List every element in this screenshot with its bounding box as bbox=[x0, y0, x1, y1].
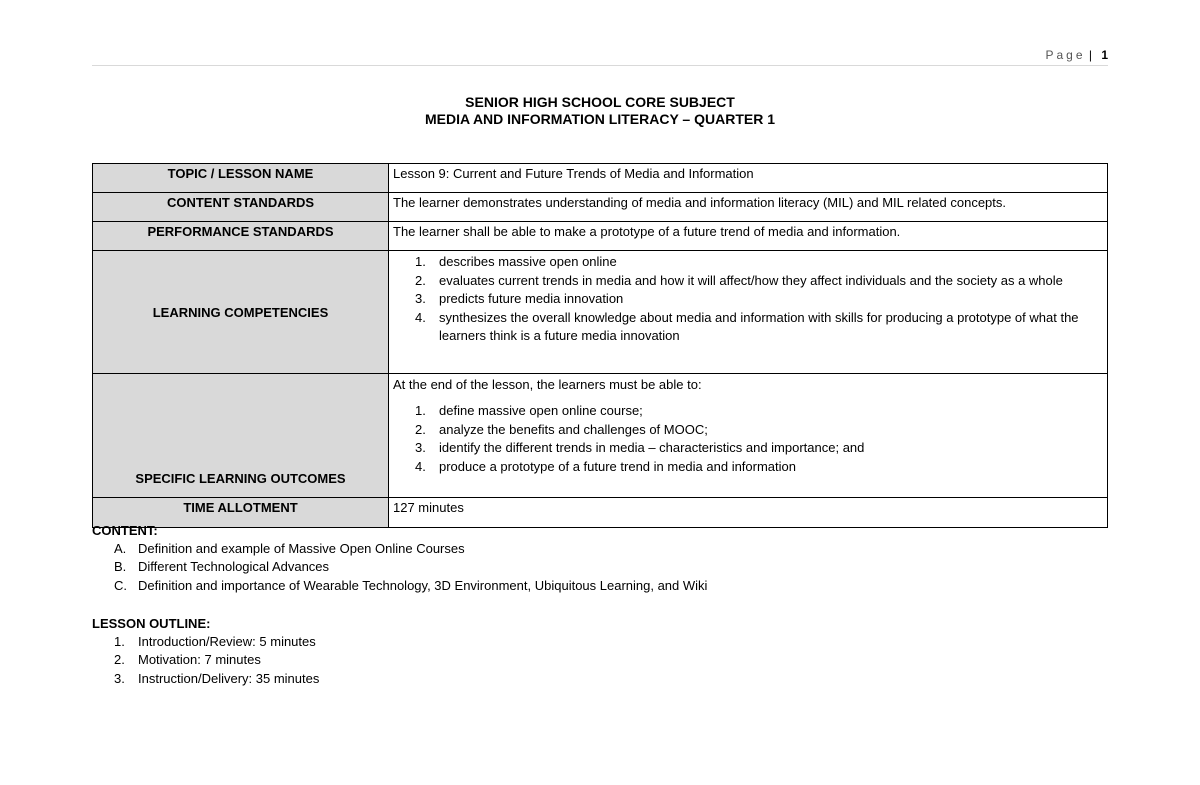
list-item bbox=[393, 439, 1103, 458]
title-line-2: MEDIA AND INFORMATION LITERACY – QUARTER 1 bbox=[424, 111, 775, 127]
list-number: 1. bbox=[114, 634, 125, 649]
list-item bbox=[393, 458, 1103, 477]
list-number: 4. bbox=[415, 458, 426, 474]
page-separator: | bbox=[1088, 48, 1092, 62]
specific-outcomes-label: SPECIFIC LEARNING OUTCOMES bbox=[93, 374, 389, 498]
learning-competencies-label: LEARNING COMPETENCIES bbox=[93, 251, 389, 374]
page-label: Page bbox=[1045, 48, 1086, 62]
lesson-outline-section bbox=[92, 615, 1108, 688]
list-item bbox=[393, 253, 1103, 272]
document-title bbox=[0, 94, 1200, 128]
outcomes-list bbox=[393, 402, 1103, 476]
list-text: describes massive open online bbox=[439, 254, 617, 269]
list-text: Definition and example of Massive Open Online Courses bbox=[138, 541, 465, 556]
performance-standards-label: PERFORMANCE STANDARDS bbox=[93, 222, 389, 251]
specific-outcomes-value bbox=[389, 374, 1108, 498]
performance-standards-value: The learner shall be able to make a prototype of a future trend of media and information. bbox=[389, 222, 1108, 251]
list-item bbox=[393, 272, 1103, 291]
list-number: 2. bbox=[114, 652, 125, 668]
content-list bbox=[92, 540, 1108, 595]
table-row-content-standards bbox=[93, 193, 1108, 222]
list-text: predicts future media innovation bbox=[439, 291, 624, 306]
page-number: 1 bbox=[1101, 48, 1108, 62]
list-number: 3. bbox=[415, 291, 426, 306]
list-text: define massive open online course; bbox=[439, 403, 643, 418]
list-text: Instruction/Delivery: 35 minutes bbox=[138, 670, 320, 686]
table-row-performance-standards bbox=[93, 222, 1108, 251]
list-item bbox=[92, 651, 1108, 669]
table-row-specific-outcomes bbox=[93, 374, 1108, 498]
table-row-topic bbox=[93, 164, 1108, 193]
list-number: 1. bbox=[415, 254, 426, 269]
list-letter: B. bbox=[114, 559, 127, 575]
learning-competencies-value bbox=[389, 251, 1108, 374]
lesson-outline-list bbox=[92, 633, 1108, 688]
list-text: Different Technological Advances bbox=[138, 559, 330, 575]
content-standards-value: The learner demonstrates understanding of media and information literacy (MIL) and MIL related concepts. bbox=[389, 193, 1108, 222]
list-item bbox=[92, 633, 1108, 651]
lesson-outline-heading: LESSON OUTLINE: bbox=[92, 616, 211, 631]
table-row-learning-competencies bbox=[93, 251, 1108, 374]
topic-label: TOPIC / LESSON NAME bbox=[93, 164, 389, 193]
content-section bbox=[92, 522, 1108, 595]
list-number: 4. bbox=[415, 309, 426, 325]
list-text: synthesizes the overall knowledge about media and information with skills for producing a prototype of what the learners think is a future media innovation bbox=[439, 309, 1079, 343]
time-allotment-label: TIME ALLOTMENT bbox=[93, 498, 389, 528]
time-allotment-value: 127 minutes bbox=[389, 498, 1108, 528]
list-item bbox=[393, 290, 1103, 309]
list-number: 3. bbox=[415, 440, 426, 455]
list-item bbox=[393, 309, 1103, 346]
list-number: 3. bbox=[114, 670, 125, 686]
list-letter: C. bbox=[114, 577, 127, 593]
list-text: analyze the benefits and challenges of MOOC; bbox=[439, 421, 708, 437]
list-text: produce a prototype of a future trend in media and information bbox=[439, 458, 796, 474]
competencies-list bbox=[393, 253, 1103, 346]
list-item bbox=[92, 540, 1108, 558]
list-text: Introduction/Review: 5 minutes bbox=[138, 634, 316, 649]
list-number: 2. bbox=[415, 272, 426, 288]
list-item bbox=[92, 670, 1108, 688]
list-item bbox=[92, 558, 1108, 576]
list-text: Definition and importance of Wearable Technology, 3D Environment, Ubiquitous Learning, and Wiki bbox=[138, 577, 708, 593]
list-number: 1. bbox=[415, 403, 426, 418]
topic-value: Lesson 9: Current and Future Trends of Media and Information bbox=[389, 164, 1108, 193]
list-text: identify the different trends in media – characteristics and importance; and bbox=[439, 440, 865, 455]
list-text: Motivation: 7 minutes bbox=[138, 652, 261, 668]
list-text: evaluates current trends in media and how it will affect/how they affect individuals and the society as a whole bbox=[439, 272, 1063, 288]
title-line-1: SENIOR HIGH SCHOOL CORE SUBJECT bbox=[465, 94, 735, 110]
list-item bbox=[393, 402, 1103, 421]
lesson-table bbox=[92, 163, 1108, 528]
header-rule bbox=[92, 65, 1108, 66]
list-letter: A. bbox=[114, 541, 127, 556]
list-number: 2. bbox=[415, 421, 426, 437]
list-item bbox=[92, 577, 1108, 595]
content-heading: CONTENT: bbox=[92, 523, 158, 538]
page-header bbox=[1045, 48, 1108, 62]
outcomes-intro: At the end of the lesson, the learners must be able to: bbox=[393, 377, 702, 392]
content-standards-label: CONTENT STANDARDS bbox=[93, 193, 389, 222]
list-item bbox=[393, 421, 1103, 440]
